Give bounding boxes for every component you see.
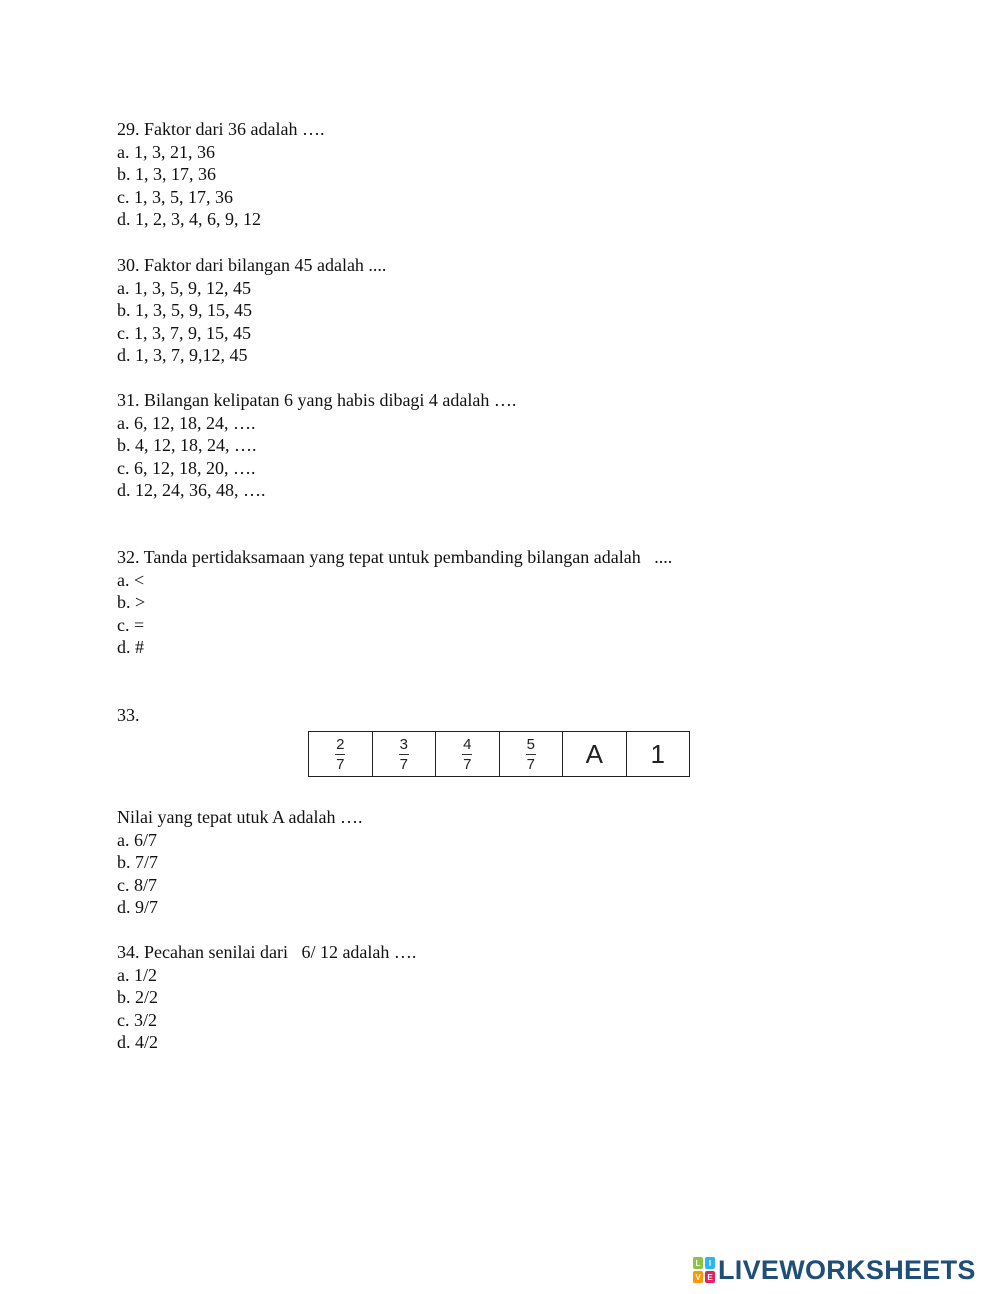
sequence-cell	[309, 732, 373, 776]
fraction	[462, 737, 472, 772]
question-33	[117, 806, 362, 919]
fraction	[526, 737, 536, 772]
numerator: 4	[463, 735, 472, 753]
sequence-cell	[500, 732, 564, 776]
option-d[interactable]: d. 9/7	[117, 897, 159, 918]
question-34	[117, 941, 416, 1054]
option-a[interactable]: a. <	[117, 569, 145, 590]
logo-text: LIVEWORKSHEETS	[718, 1254, 976, 1285]
question-text: 29. Faktor dari 36 adalah ….	[117, 119, 325, 139]
option-c[interactable]: c. 8/7	[117, 874, 157, 895]
question-30	[117, 254, 386, 367]
option-b[interactable]: b. 1, 3, 5, 9, 15, 45	[117, 300, 252, 321]
denominator: 7	[526, 755, 535, 773]
option-d[interactable]: d. 1, 2, 3, 4, 6, 9, 12	[117, 209, 261, 230]
numerator: 5	[526, 735, 535, 753]
question-29	[117, 118, 324, 231]
option-c[interactable]: c. =	[117, 614, 145, 635]
option-d[interactable]: d. 12, 24, 36, 48, ….	[117, 480, 266, 501]
option-a[interactable]: a. 6/7	[117, 829, 157, 850]
question-text: 30. Faktor dari bilangan 45 adalah ....	[117, 255, 387, 275]
question-text: Nilai yang tepat utuk A adalah ….	[117, 807, 363, 827]
fraction	[335, 737, 345, 772]
question-32	[117, 546, 672, 659]
option-a[interactable]: a. 6, 12, 18, 24, ….	[117, 412, 256, 433]
option-c[interactable]: c. 6, 12, 18, 20, ….	[117, 457, 256, 478]
numerator: 3	[399, 735, 408, 753]
question-text: 32. Tanda pertidaksamaan yang tepat untuk pembanding bilangan adalah ....	[117, 547, 673, 567]
fraction	[399, 737, 409, 772]
option-c[interactable]: c. 1, 3, 5, 17, 36	[117, 186, 233, 207]
fraction-sequence-table	[308, 731, 690, 777]
option-a[interactable]: a. 1, 3, 5, 9, 12, 45	[117, 277, 251, 298]
option-a[interactable]: a. 1, 3, 21, 36	[117, 141, 215, 162]
question-31	[117, 389, 516, 502]
option-c[interactable]: c. 3/2	[117, 1009, 157, 1030]
liveworksheets-logo	[693, 1255, 976, 1285]
logo-icon: L I V E	[693, 1257, 715, 1283]
option-d[interactable]: d. #	[117, 637, 144, 658]
unknown-value: A	[585, 738, 603, 769]
sequence-cell	[373, 732, 437, 776]
option-d[interactable]: d. 1, 3, 7, 9,12, 45	[117, 345, 248, 366]
option-d[interactable]: d. 4/2	[117, 1032, 159, 1053]
sequence-cell-unknown	[563, 732, 627, 776]
option-c[interactable]: c. 1, 3, 7, 9, 15, 45	[117, 322, 251, 343]
numerator: 2	[336, 735, 345, 753]
sequence-cell	[436, 732, 500, 776]
denominator: 7	[399, 755, 408, 773]
question-33-number	[117, 704, 140, 727]
option-b[interactable]: b. 4, 12, 18, 24, ….	[117, 435, 257, 456]
whole-number: 1	[650, 738, 665, 769]
denominator: 7	[463, 755, 472, 773]
denominator: 7	[336, 755, 345, 773]
sequence-cell	[627, 732, 690, 776]
option-b[interactable]: b. 7/7	[117, 852, 159, 873]
option-b[interactable]: b. 2/2	[117, 987, 159, 1008]
option-b[interactable]: b. >	[117, 592, 146, 613]
option-b[interactable]: b. 1, 3, 17, 36	[117, 164, 216, 185]
option-a[interactable]: a. 1/2	[117, 964, 157, 985]
question-number: 33.	[117, 705, 140, 725]
question-text: 31. Bilangan kelipatan 6 yang habis dibagi 4 adalah ….	[117, 390, 517, 410]
question-text: 34. Pecahan senilai dari 6/ 12 adalah ….	[117, 942, 417, 962]
